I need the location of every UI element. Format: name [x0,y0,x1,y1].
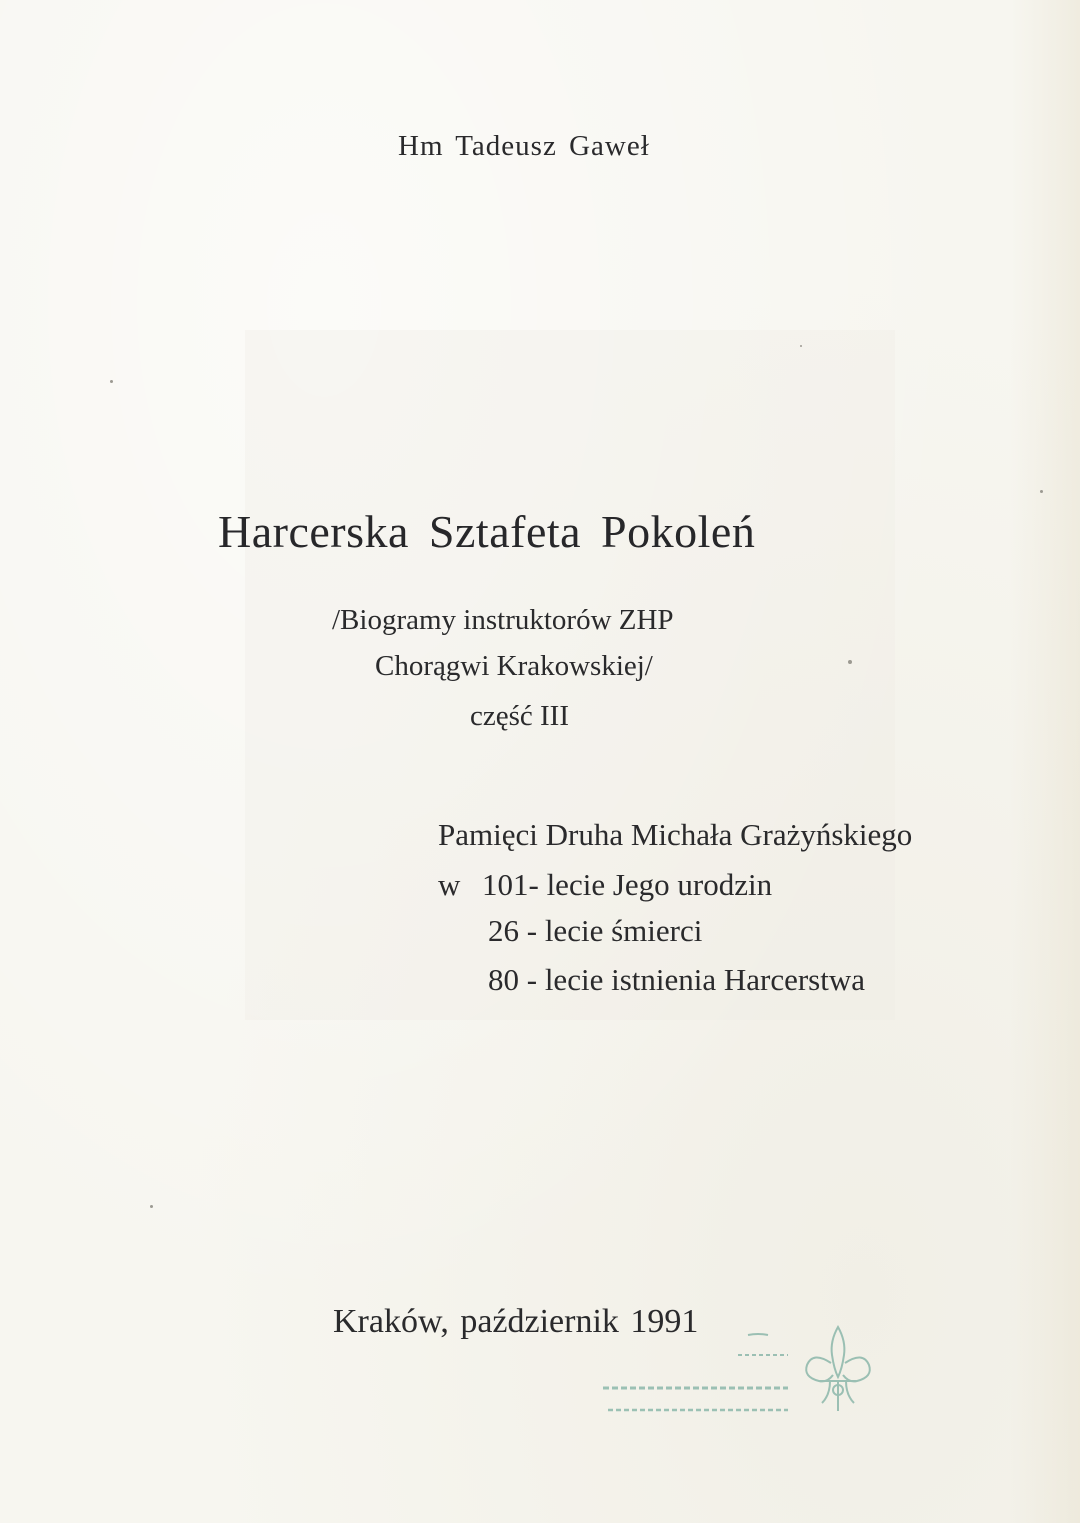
scan-speck [800,345,802,347]
scan-speck [848,660,852,664]
scan-speck [110,380,113,383]
dedication-line-1: Pamięci Druha Michała Grażyńskiego [438,817,913,852]
document-title: Harcerska Sztafeta Pokoleń [218,506,756,557]
scan-speck [150,1205,153,1208]
subtitle-line-3: część III [470,700,569,732]
scout-lily-stamp-icon [598,1315,883,1425]
scan-speck [1040,490,1043,493]
dedication-line-2: 101- lecie Jego urodzin [482,867,773,902]
author-name: Hm Tadeusz Gaweł [398,130,650,162]
dedication-line-4: 80 - lecie istnienia Harcerstwa [488,962,865,997]
place-and-date: Kraków, październik 1991 [333,1303,699,1340]
dedication-line-3: 26 - lecie śmierci [488,913,703,948]
subtitle-line-2: Chorągwi Krakowskiej/ [375,650,653,682]
subtitle-line-1: /Biogramy instruktorów ZHP [332,604,674,636]
dedication-prefix: w [438,867,461,902]
page-edge-shading [1010,0,1080,1523]
